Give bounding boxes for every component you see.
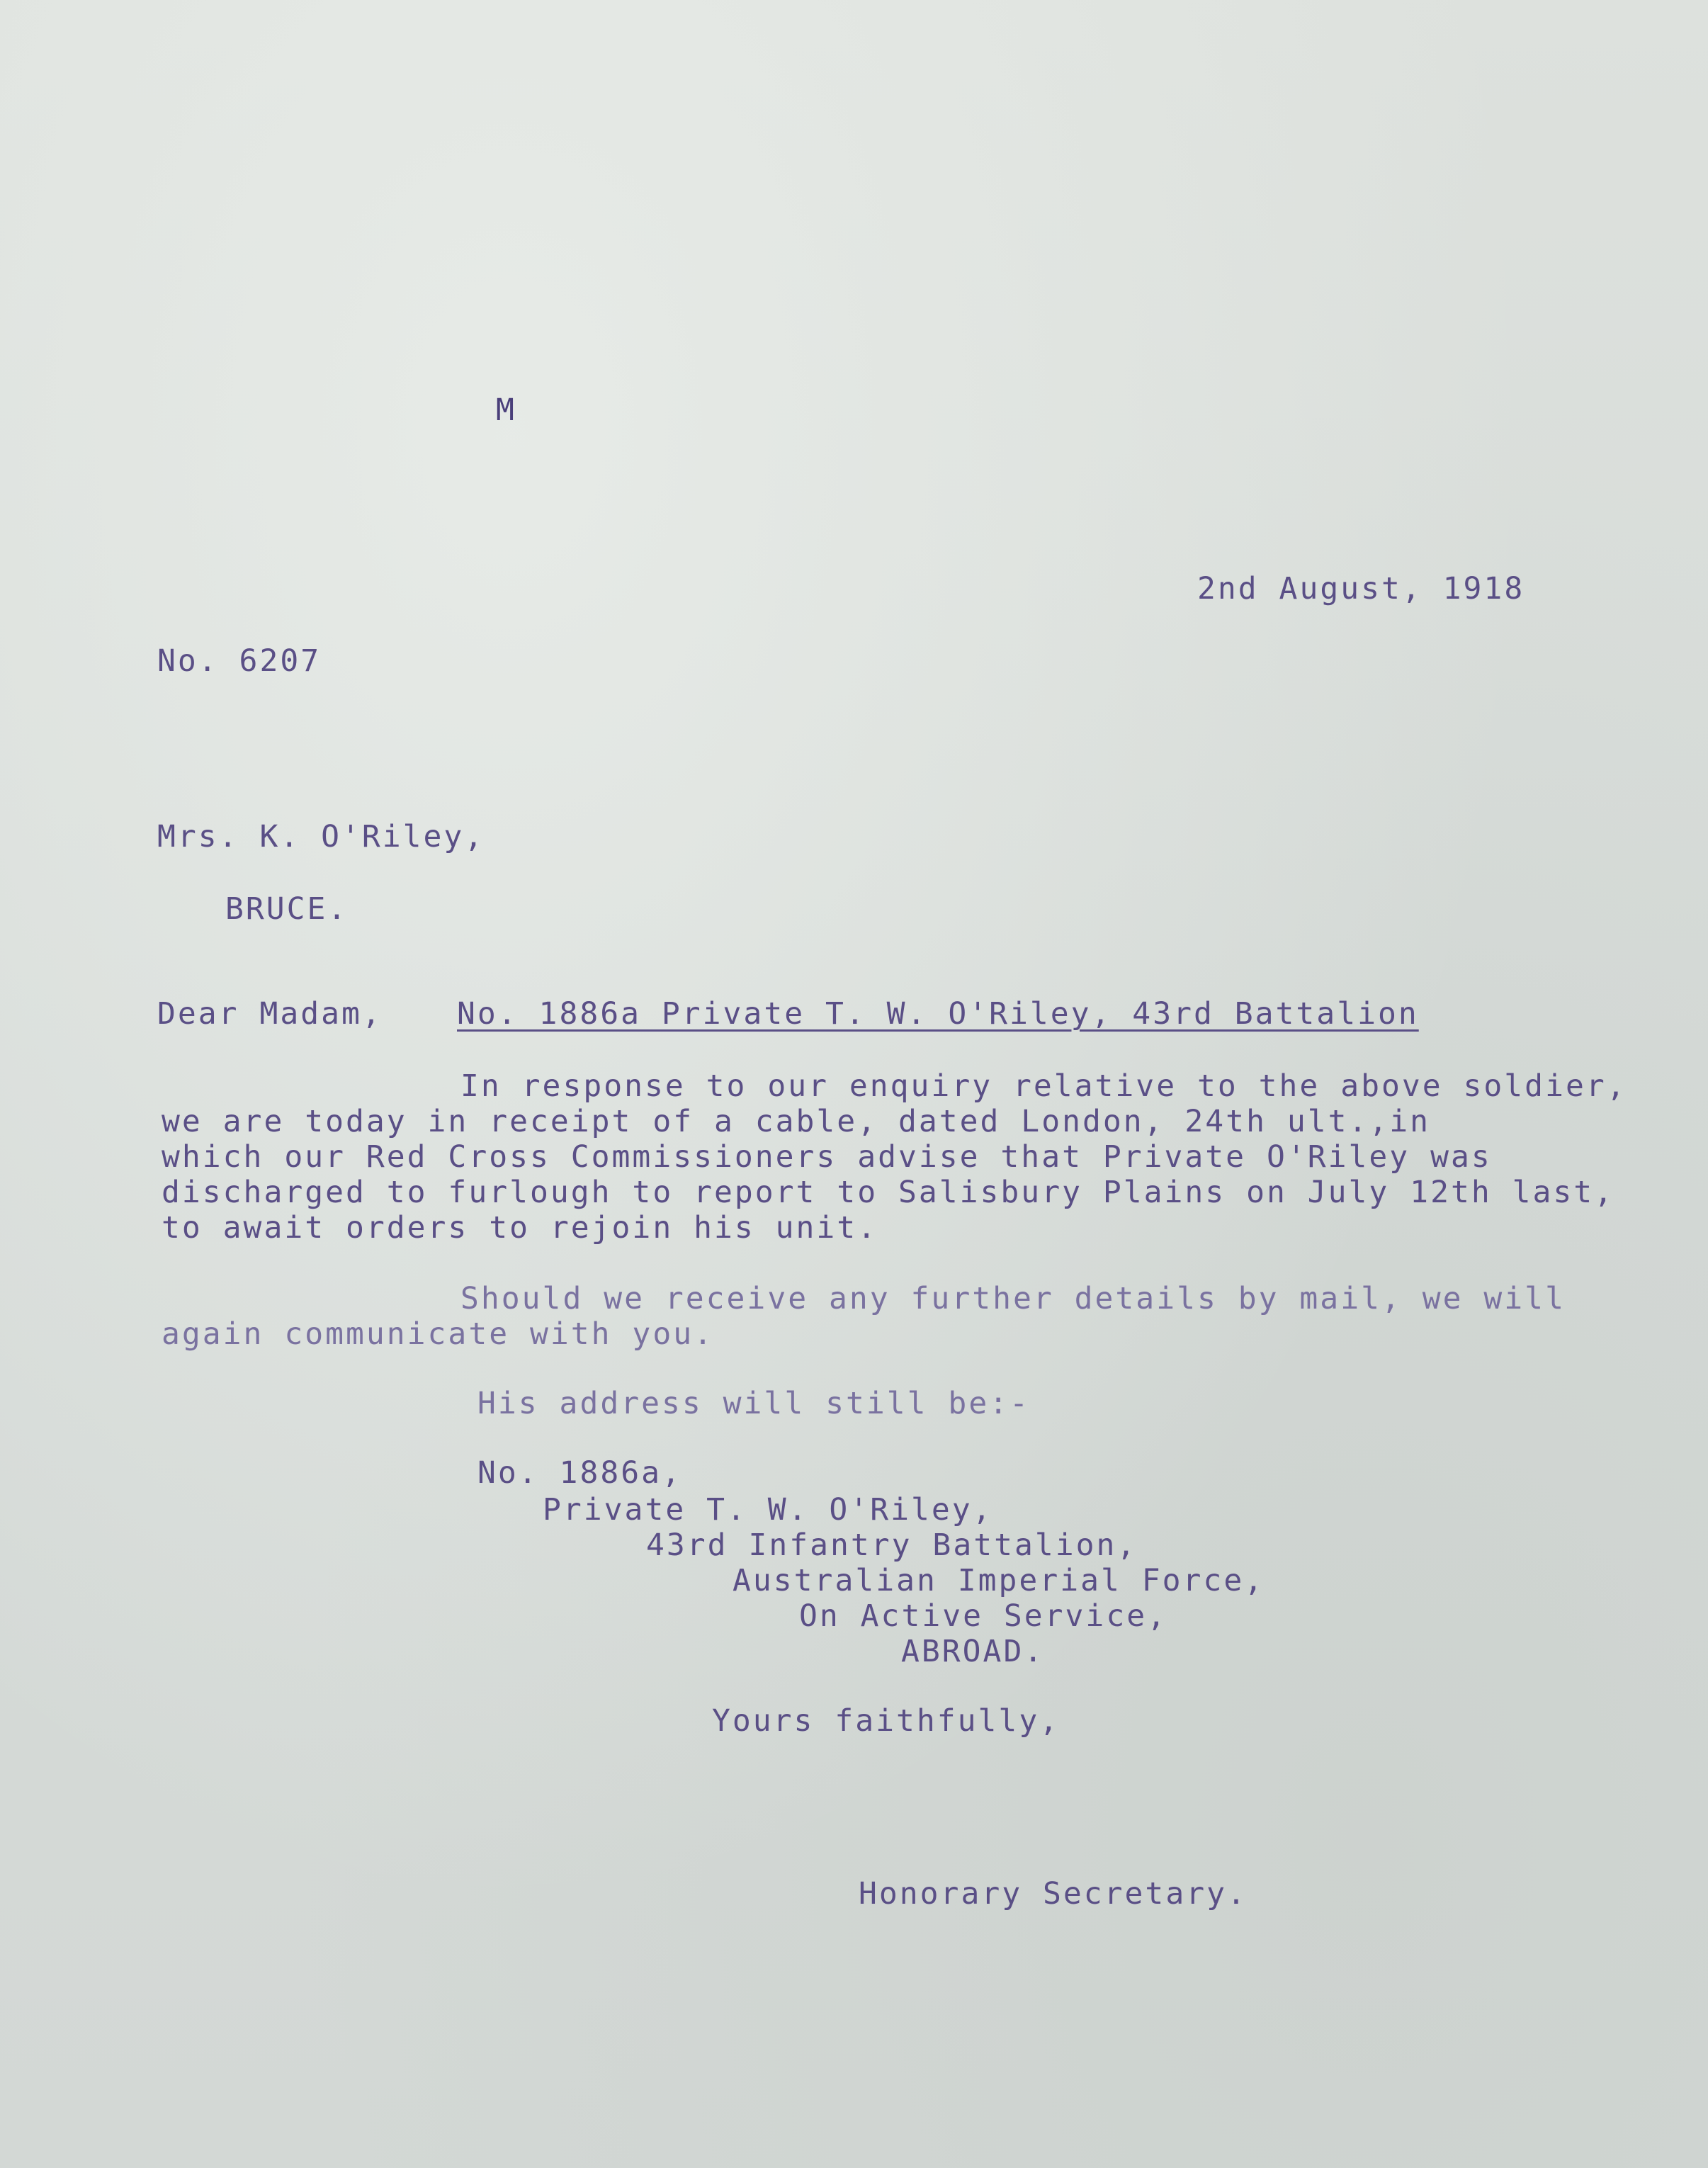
closing: Yours faithfully, [712, 1703, 1061, 1739]
body-paragraph-1-line-2: we are today in receipt of a cable, dated London, 24th ult.,in [162, 1104, 1431, 1139]
letter-initial: M [496, 393, 516, 428]
body-paragraph-1-line-3: which our Red Cross Commissioners advise that Private O'Riley was [162, 1139, 1492, 1175]
body-paragraph-1-line-5: to await orders to rejoin his unit. [162, 1210, 878, 1246]
salutation: Dear Madam, [157, 996, 383, 1032]
addressee-town: BRUCE. [225, 891, 349, 927]
signatory-title: Honorary Secretary. [859, 1876, 1248, 1912]
address-line-1: No. 1886a, [477, 1455, 682, 1491]
body-paragraph-1-line-4: discharged to furlough to report to Salisbury Plains on July 12th last, [162, 1175, 1615, 1210]
reference-number: No. 6207 [157, 643, 322, 679]
body-paragraph-2-line-1: Should we receive any further details by mail, we will [460, 1281, 1566, 1316]
body-paragraph-1-line-1: In response to our enquiry relative to the above soldier, [460, 1068, 1627, 1104]
address-line-5: On Active Service, [799, 1598, 1167, 1634]
address-line-6: ABROAD. [901, 1634, 1045, 1669]
body-paragraph-2-line-2: again communicate with you. [162, 1316, 714, 1352]
address-line-2: Private T. W. O'Riley, [543, 1492, 993, 1528]
address-intro: His address will still be:- [477, 1386, 1030, 1421]
address-line-3: 43rd Infantry Battalion, [646, 1528, 1138, 1563]
letter-date: 2nd August, 1918 [1197, 571, 1525, 606]
subject-line: No. 1886a Private T. W. O'Riley, 43rd Battalion [457, 996, 1419, 1032]
address-line-4: Australian Imperial Force, [733, 1563, 1265, 1598]
addressee-name: Mrs. K. O'Riley, [157, 819, 485, 854]
